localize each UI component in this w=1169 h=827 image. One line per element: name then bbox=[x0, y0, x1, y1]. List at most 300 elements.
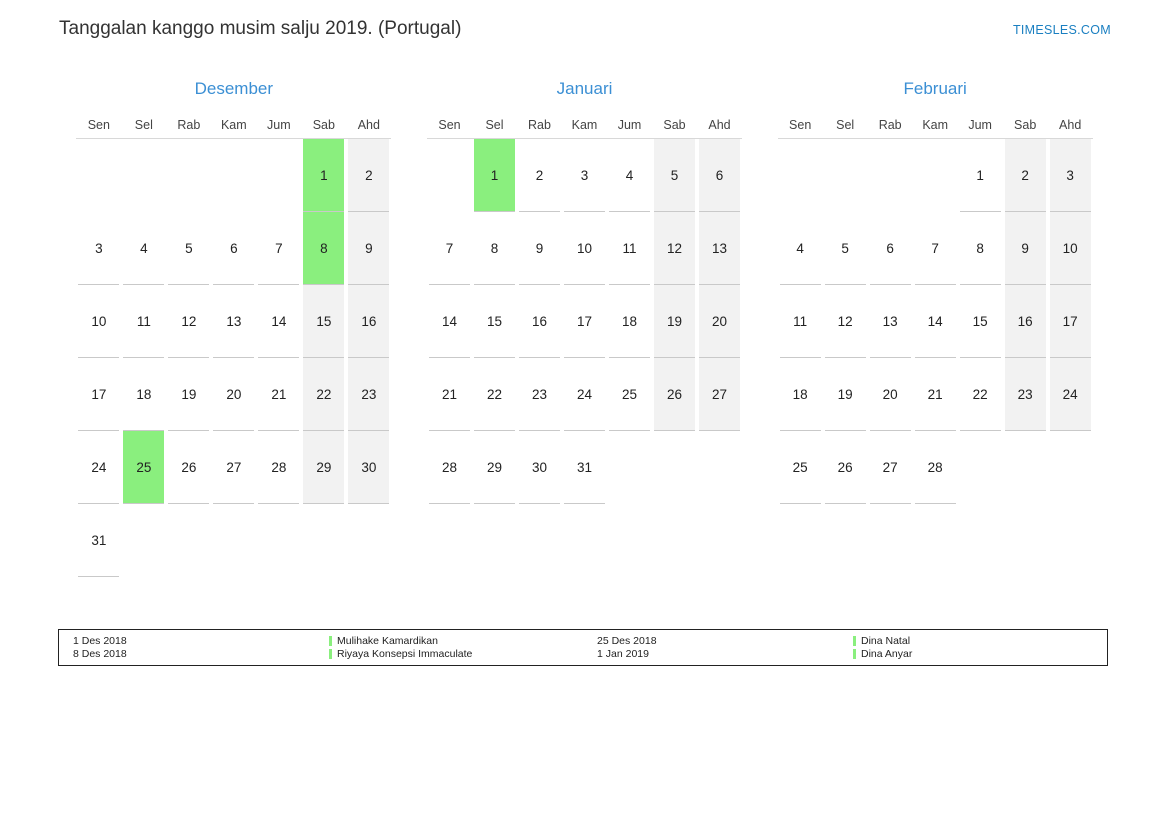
day-cell[interactable] bbox=[346, 285, 391, 358]
day-number: 11 bbox=[123, 285, 164, 358]
day-number: 9 bbox=[1005, 212, 1046, 285]
day-number: 31 bbox=[564, 431, 605, 504]
day-number: 15 bbox=[960, 285, 1001, 358]
day-number: 5 bbox=[654, 139, 695, 212]
month-title: Januari bbox=[556, 79, 613, 98]
week-row bbox=[778, 358, 1093, 431]
day-number: 19 bbox=[654, 285, 695, 358]
day-number: 9 bbox=[348, 212, 389, 285]
day-number: 8 bbox=[960, 212, 1001, 285]
day-number: 22 bbox=[303, 358, 344, 431]
day-number: 26 bbox=[168, 431, 209, 504]
day-cell[interactable] bbox=[652, 139, 697, 213]
day-number: 6 bbox=[213, 212, 254, 285]
day-number: 24 bbox=[1050, 358, 1091, 431]
day-cell[interactable] bbox=[778, 358, 823, 431]
day-cell[interactable] bbox=[472, 212, 517, 285]
week-row bbox=[427, 285, 742, 358]
day-cell[interactable] bbox=[76, 358, 121, 431]
day-number: 31 bbox=[78, 504, 119, 577]
day-number: 28 bbox=[258, 431, 299, 504]
week-row bbox=[76, 504, 391, 577]
day-number bbox=[213, 504, 254, 577]
day-cell[interactable] bbox=[562, 212, 607, 285]
legend-holiday-name: Dina Anyar bbox=[861, 647, 913, 660]
weekday-header: Rab bbox=[166, 112, 211, 139]
legend-entry bbox=[853, 635, 1107, 648]
day-cell-empty bbox=[346, 504, 391, 577]
week-row bbox=[778, 431, 1093, 504]
legend-holiday-name: Dina Natal bbox=[861, 635, 911, 647]
day-number: 13 bbox=[213, 285, 254, 358]
day-number: 3 bbox=[78, 212, 119, 285]
legend-date: 25 Des 2018 bbox=[597, 635, 657, 647]
day-cell[interactable] bbox=[823, 285, 868, 358]
day-cell[interactable] bbox=[562, 431, 607, 504]
day-cell[interactable] bbox=[562, 139, 607, 213]
week-row bbox=[76, 212, 391, 285]
day-cell[interactable] bbox=[913, 431, 958, 504]
legend-column bbox=[583, 635, 1107, 665]
day-number: 4 bbox=[123, 212, 164, 285]
month-block bbox=[760, 78, 1110, 577]
week-row bbox=[778, 285, 1093, 358]
month-table bbox=[427, 112, 742, 504]
day-number bbox=[78, 139, 119, 212]
day-number: 18 bbox=[609, 285, 650, 358]
day-cell[interactable] bbox=[472, 431, 517, 504]
weekday-header: Sen bbox=[778, 112, 823, 139]
day-number: 3 bbox=[1050, 139, 1091, 212]
day-cell[interactable] bbox=[562, 285, 607, 358]
day-cell[interactable] bbox=[517, 139, 562, 213]
weekday-header: Kam bbox=[211, 112, 256, 139]
day-cell[interactable] bbox=[427, 212, 472, 285]
day-cell[interactable] bbox=[472, 285, 517, 358]
calendar-grid bbox=[59, 78, 1111, 577]
day-number: 30 bbox=[519, 431, 560, 504]
day-cell-empty bbox=[121, 139, 166, 213]
day-number: 12 bbox=[168, 285, 209, 358]
day-cell[interactable] bbox=[1048, 139, 1093, 213]
legend-entry bbox=[853, 648, 1107, 661]
day-cell[interactable] bbox=[607, 212, 652, 285]
day-number: 27 bbox=[699, 358, 740, 431]
day-number: 28 bbox=[915, 431, 956, 504]
day-number: 19 bbox=[168, 358, 209, 431]
brand-link[interactable]: TIMESLES.COM bbox=[1012, 23, 1111, 37]
day-cell[interactable] bbox=[211, 212, 256, 285]
weekday-header: Sel bbox=[121, 112, 166, 139]
day-number: 20 bbox=[213, 358, 254, 431]
day-number bbox=[609, 431, 650, 504]
day-number: 13 bbox=[699, 212, 740, 285]
holiday-legend bbox=[58, 629, 1108, 666]
day-cell[interactable] bbox=[301, 285, 346, 358]
day-number bbox=[1005, 431, 1046, 504]
weekday-header: Sel bbox=[472, 112, 517, 139]
month-title: Februari bbox=[903, 79, 967, 98]
day-number bbox=[654, 431, 695, 504]
legend-names bbox=[853, 635, 1107, 665]
day-number: 29 bbox=[474, 431, 515, 504]
day-cell-empty bbox=[211, 139, 256, 213]
day-number: 4 bbox=[609, 139, 650, 212]
day-number: 23 bbox=[348, 358, 389, 431]
day-cell[interactable] bbox=[76, 504, 121, 577]
day-cell-holiday[interactable] bbox=[472, 139, 517, 213]
weekday-header-row bbox=[778, 112, 1093, 139]
day-number bbox=[213, 139, 254, 212]
week-row bbox=[76, 139, 391, 213]
weekday-header: Kam bbox=[913, 112, 958, 139]
day-cell[interactable] bbox=[256, 212, 301, 285]
week-row bbox=[76, 431, 391, 504]
day-cell-empty bbox=[121, 504, 166, 577]
day-cell-holiday[interactable] bbox=[121, 431, 166, 504]
day-cell-empty bbox=[697, 431, 742, 504]
day-number: 26 bbox=[825, 431, 866, 504]
weekday-header: Sel bbox=[823, 112, 868, 139]
day-cell[interactable] bbox=[256, 285, 301, 358]
day-cell-empty bbox=[607, 431, 652, 504]
legend-dates bbox=[583, 635, 853, 665]
week-row bbox=[427, 358, 742, 431]
day-number: 25 bbox=[123, 431, 164, 504]
day-cell[interactable] bbox=[256, 431, 301, 504]
day-number: 10 bbox=[1050, 212, 1091, 285]
day-cell[interactable] bbox=[868, 285, 913, 358]
week-row bbox=[427, 212, 742, 285]
day-cell[interactable] bbox=[76, 431, 121, 504]
day-number: 4 bbox=[780, 212, 821, 285]
legend-holiday-name: Riyaya Konsepsi Immaculate bbox=[337, 647, 473, 660]
day-number: 2 bbox=[348, 139, 389, 212]
day-cell-empty bbox=[256, 504, 301, 577]
legend-color-swatch bbox=[329, 649, 332, 659]
day-number: 1 bbox=[960, 139, 1001, 212]
legend-date: 1 Des 2018 bbox=[73, 635, 127, 647]
month-title: Desember bbox=[194, 79, 274, 98]
day-number bbox=[258, 139, 299, 212]
day-number bbox=[915, 139, 956, 212]
day-cell[interactable] bbox=[517, 431, 562, 504]
weekday-header: Jum bbox=[958, 112, 1003, 139]
day-number: 27 bbox=[870, 431, 911, 504]
day-cell[interactable] bbox=[823, 212, 868, 285]
day-number: 14 bbox=[258, 285, 299, 358]
day-cell[interactable] bbox=[958, 139, 1003, 213]
day-number: 16 bbox=[1005, 285, 1046, 358]
weekday-header: Sab bbox=[1003, 112, 1048, 139]
legend-names bbox=[329, 635, 583, 665]
weekday-header: Rab bbox=[517, 112, 562, 139]
day-number: 11 bbox=[780, 285, 821, 358]
day-cell[interactable] bbox=[346, 139, 391, 213]
day-cell[interactable] bbox=[697, 358, 742, 431]
day-cell[interactable] bbox=[517, 358, 562, 431]
day-cell[interactable] bbox=[346, 358, 391, 431]
day-cell[interactable] bbox=[76, 212, 121, 285]
day-number: 17 bbox=[564, 285, 605, 358]
day-number: 1 bbox=[474, 139, 515, 212]
day-number: 17 bbox=[78, 358, 119, 431]
day-number: 22 bbox=[474, 358, 515, 431]
day-number: 5 bbox=[825, 212, 866, 285]
day-cell[interactable] bbox=[562, 358, 607, 431]
day-number: 23 bbox=[1005, 358, 1046, 431]
day-cell[interactable] bbox=[427, 285, 472, 358]
legend-entry bbox=[329, 648, 583, 661]
day-cell[interactable] bbox=[121, 212, 166, 285]
day-cell[interactable] bbox=[823, 358, 868, 431]
day-number: 21 bbox=[915, 358, 956, 431]
day-number: 16 bbox=[348, 285, 389, 358]
legend-columns bbox=[59, 630, 1107, 665]
weekday-header-row bbox=[76, 112, 391, 139]
day-cell[interactable] bbox=[607, 139, 652, 213]
day-cell[interactable] bbox=[607, 285, 652, 358]
day-number bbox=[258, 504, 299, 577]
day-cell[interactable] bbox=[868, 212, 913, 285]
day-cell[interactable] bbox=[301, 358, 346, 431]
day-number bbox=[870, 139, 911, 212]
day-number: 19 bbox=[825, 358, 866, 431]
day-cell[interactable] bbox=[1048, 358, 1093, 431]
day-cell[interactable] bbox=[427, 431, 472, 504]
legend-holiday-name: Mulihake Kamardikan bbox=[337, 635, 438, 647]
day-number: 27 bbox=[213, 431, 254, 504]
legend-color-swatch bbox=[853, 649, 856, 659]
day-cell-empty bbox=[868, 139, 913, 213]
month-table bbox=[76, 112, 391, 577]
day-number: 6 bbox=[870, 212, 911, 285]
legend-date: 1 Jan 2019 bbox=[597, 647, 649, 660]
day-cell[interactable] bbox=[1048, 285, 1093, 358]
day-number: 7 bbox=[915, 212, 956, 285]
day-number: 22 bbox=[960, 358, 1001, 431]
day-number: 10 bbox=[78, 285, 119, 358]
day-number: 3 bbox=[564, 139, 605, 212]
weekday-header-row bbox=[427, 112, 742, 139]
legend-dates bbox=[59, 635, 329, 665]
weekday-header: Kam bbox=[562, 112, 607, 139]
day-number: 29 bbox=[303, 431, 344, 504]
weekday-header: Jum bbox=[256, 112, 301, 139]
day-cell[interactable] bbox=[121, 285, 166, 358]
day-number: 20 bbox=[870, 358, 911, 431]
week-row bbox=[427, 139, 742, 213]
day-cell[interactable] bbox=[346, 212, 391, 285]
day-number: 26 bbox=[654, 358, 695, 431]
day-number: 20 bbox=[699, 285, 740, 358]
day-cell-empty bbox=[652, 431, 697, 504]
day-cell[interactable] bbox=[346, 431, 391, 504]
day-number: 8 bbox=[474, 212, 515, 285]
day-number: 30 bbox=[348, 431, 389, 504]
day-number: 9 bbox=[519, 212, 560, 285]
legend-entry bbox=[329, 635, 583, 648]
day-number: 7 bbox=[429, 212, 470, 285]
day-cell-empty bbox=[301, 504, 346, 577]
day-cell[interactable] bbox=[958, 285, 1003, 358]
weekday-header: Rab bbox=[868, 112, 913, 139]
day-number bbox=[960, 431, 1001, 504]
weekday-header: Sab bbox=[301, 112, 346, 139]
day-cell[interactable] bbox=[913, 285, 958, 358]
month-block bbox=[410, 78, 760, 577]
day-number: 23 bbox=[519, 358, 560, 431]
day-cell-empty bbox=[427, 139, 472, 213]
page-title: Tanggalan kanggo musim salju 2019. (Portugal) bbox=[59, 18, 462, 39]
day-cell-empty bbox=[256, 139, 301, 213]
day-number bbox=[168, 139, 209, 212]
day-number: 13 bbox=[870, 285, 911, 358]
legend-color-swatch bbox=[329, 636, 332, 646]
weekday-header: Sab bbox=[652, 112, 697, 139]
day-number: 17 bbox=[1050, 285, 1091, 358]
weekday-header: Jum bbox=[607, 112, 652, 139]
day-cell[interactable] bbox=[427, 358, 472, 431]
week-row bbox=[778, 139, 1093, 213]
week-row bbox=[427, 431, 742, 504]
week-row bbox=[76, 358, 391, 431]
day-cell[interactable] bbox=[256, 358, 301, 431]
day-number: 2 bbox=[519, 139, 560, 212]
day-cell[interactable] bbox=[121, 358, 166, 431]
day-cell[interactable] bbox=[301, 431, 346, 504]
day-cell-empty bbox=[1003, 431, 1048, 504]
day-cell-empty bbox=[166, 504, 211, 577]
day-cell-empty bbox=[211, 504, 256, 577]
day-number: 21 bbox=[429, 358, 470, 431]
legend-column bbox=[59, 635, 583, 665]
day-cell[interactable] bbox=[1048, 212, 1093, 285]
legend-color-swatch bbox=[853, 636, 856, 646]
day-number: 2 bbox=[1005, 139, 1046, 212]
day-cell-empty bbox=[823, 139, 868, 213]
week-row bbox=[76, 285, 391, 358]
day-number: 14 bbox=[429, 285, 470, 358]
day-number: 5 bbox=[168, 212, 209, 285]
day-number: 18 bbox=[123, 358, 164, 431]
page-header bbox=[0, 18, 1169, 52]
day-cell-empty bbox=[913, 139, 958, 213]
day-number: 18 bbox=[780, 358, 821, 431]
day-number: 21 bbox=[258, 358, 299, 431]
day-cell[interactable] bbox=[823, 431, 868, 504]
day-cell[interactable] bbox=[166, 212, 211, 285]
day-cell-empty bbox=[76, 139, 121, 213]
day-number: 12 bbox=[825, 285, 866, 358]
day-cell[interactable] bbox=[697, 139, 742, 213]
day-number bbox=[348, 504, 389, 577]
day-cell[interactable] bbox=[868, 358, 913, 431]
day-cell[interactable] bbox=[76, 285, 121, 358]
weekday-header: Ahd bbox=[1048, 112, 1093, 139]
day-number bbox=[825, 139, 866, 212]
day-cell[interactable] bbox=[958, 212, 1003, 285]
day-cell[interactable] bbox=[958, 358, 1003, 431]
weekday-header: Sen bbox=[427, 112, 472, 139]
day-number: 28 bbox=[429, 431, 470, 504]
day-cell[interactable] bbox=[166, 431, 211, 504]
week-row bbox=[778, 212, 1093, 285]
day-number bbox=[303, 504, 344, 577]
day-cell[interactable] bbox=[1003, 285, 1048, 358]
day-number: 25 bbox=[780, 431, 821, 504]
day-cell[interactable] bbox=[913, 212, 958, 285]
legend-date: 8 Des 2018 bbox=[73, 647, 127, 660]
day-cell[interactable] bbox=[517, 285, 562, 358]
day-number: 25 bbox=[609, 358, 650, 431]
day-cell[interactable] bbox=[1003, 212, 1048, 285]
day-number bbox=[1050, 431, 1091, 504]
day-cell-empty bbox=[778, 139, 823, 213]
day-number bbox=[699, 431, 740, 504]
weekday-header: Ahd bbox=[346, 112, 391, 139]
month-table bbox=[778, 112, 1093, 504]
day-number bbox=[780, 139, 821, 212]
day-cell-holiday[interactable] bbox=[301, 212, 346, 285]
weekday-header: Ahd bbox=[697, 112, 742, 139]
day-cell[interactable] bbox=[1003, 139, 1048, 213]
day-cell-empty bbox=[166, 139, 211, 213]
day-cell[interactable] bbox=[778, 212, 823, 285]
day-number bbox=[123, 504, 164, 577]
day-number: 15 bbox=[474, 285, 515, 358]
day-cell[interactable] bbox=[697, 285, 742, 358]
day-cell[interactable] bbox=[166, 285, 211, 358]
day-number: 11 bbox=[609, 212, 650, 285]
day-cell-empty bbox=[1048, 431, 1093, 504]
day-number bbox=[168, 504, 209, 577]
day-number: 6 bbox=[699, 139, 740, 212]
day-cell[interactable] bbox=[607, 358, 652, 431]
day-cell[interactable] bbox=[652, 212, 697, 285]
day-cell-holiday[interactable] bbox=[301, 139, 346, 213]
day-number: 8 bbox=[303, 212, 344, 285]
day-cell[interactable] bbox=[778, 285, 823, 358]
day-cell[interactable] bbox=[868, 431, 913, 504]
day-number: 16 bbox=[519, 285, 560, 358]
day-cell-empty bbox=[958, 431, 1003, 504]
day-cell[interactable] bbox=[913, 358, 958, 431]
day-number: 15 bbox=[303, 285, 344, 358]
day-number bbox=[123, 139, 164, 212]
day-number: 24 bbox=[78, 431, 119, 504]
month-block bbox=[59, 78, 409, 577]
day-number: 1 bbox=[303, 139, 344, 212]
day-cell[interactable] bbox=[211, 431, 256, 504]
day-number: 12 bbox=[654, 212, 695, 285]
day-cell[interactable] bbox=[1003, 358, 1048, 431]
day-number: 14 bbox=[915, 285, 956, 358]
day-number: 24 bbox=[564, 358, 605, 431]
day-cell[interactable] bbox=[652, 358, 697, 431]
day-cell[interactable] bbox=[211, 358, 256, 431]
day-cell[interactable] bbox=[778, 431, 823, 504]
day-cell[interactable] bbox=[472, 358, 517, 431]
day-cell[interactable] bbox=[517, 212, 562, 285]
weekday-header: Sen bbox=[76, 112, 121, 139]
day-cell[interactable] bbox=[211, 285, 256, 358]
day-number: 7 bbox=[258, 212, 299, 285]
day-cell[interactable] bbox=[697, 212, 742, 285]
day-number: 10 bbox=[564, 212, 605, 285]
day-cell[interactable] bbox=[166, 358, 211, 431]
day-cell[interactable] bbox=[652, 285, 697, 358]
